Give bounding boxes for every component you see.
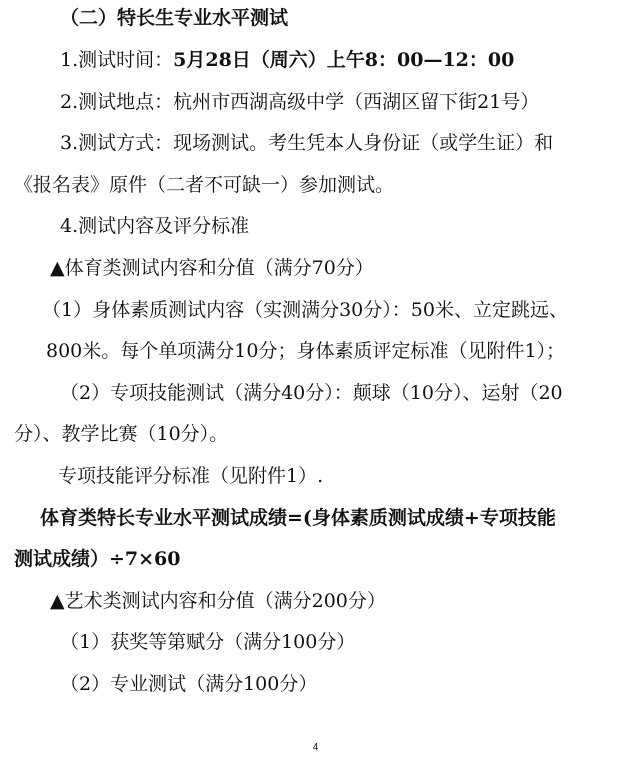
arts-item1: （1）获奖等第赋分（满分100分）	[60, 631, 356, 653]
sports-item2-line2: 分）、教学比赛（10分）。	[14, 423, 229, 445]
item-test-time-value: 5月28日（周六）上午8：00—12：00	[173, 49, 515, 71]
arts-item2: （2）专业测试（满分100分）	[60, 673, 318, 695]
section-heading: （二）特长生专业水平测试	[60, 7, 289, 29]
arts-heading: ▲艺术类测试内容和分值（满分200分）	[50, 590, 386, 612]
item-test-content: 4.测试内容及评分标准	[60, 215, 250, 237]
sports-formula-line1: 体育类特长专业水平测试成绩=(身体素质测试成绩+专项技能	[40, 507, 556, 529]
sports-skill-standard: 专项技能评分标准（见附件1）.	[58, 465, 324, 487]
item-test-method-line1: 3.测试方式：现场测试。考生凭本人身份证（或学生证）和	[60, 132, 554, 154]
item-test-time-label: 1.测试时间：	[60, 49, 174, 71]
page-number: 4	[312, 742, 319, 753]
item-test-time	[60, 48, 514, 72]
sports-item1-line1: （1）身体素质测试内容（实测满分30分）：50米、立定跳远、	[42, 299, 568, 321]
sports-item1-line2: 800米。每个单项满分10分；身体素质评定标准（见附件1）；	[46, 340, 566, 362]
sports-heading: ▲体育类测试内容和分值（满分70分）	[50, 257, 374, 279]
sports-formula-line2: 测试成绩）÷7×60	[14, 548, 181, 570]
sports-item2-line1: （2）专项技能测试（满分40分）：颠球（10分）、运射（20	[60, 382, 563, 404]
item-test-location: 2.测试地点：杭州市西湖高级中学（西湖区留下街21号）	[60, 91, 540, 113]
item-test-method-line2: 《报名表》原件（二者不可缺一）参加测试。	[14, 174, 395, 196]
